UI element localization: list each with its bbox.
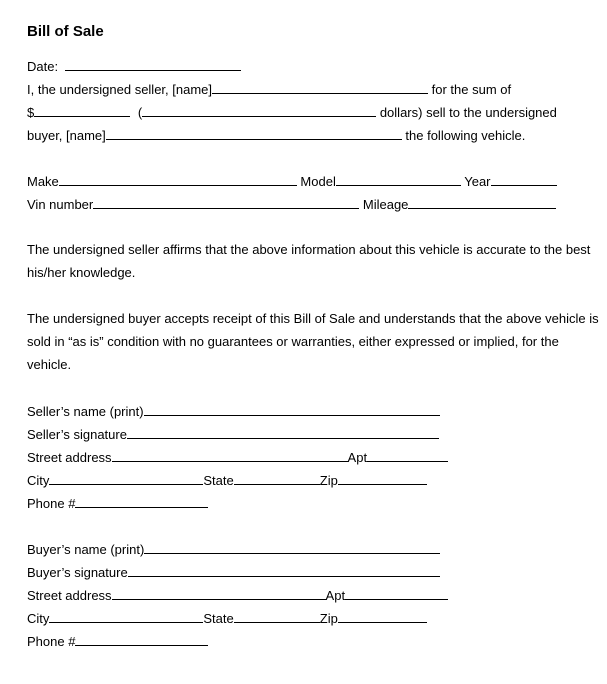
buyer-name-print-row (27, 538, 440, 558)
buyer-city-row (27, 607, 427, 627)
buyer-state-label: State (203, 611, 234, 626)
vin-label: Vin number (27, 197, 94, 212)
seller-apt-label: Apt (347, 450, 368, 465)
buyer-city-field[interactable] (49, 607, 203, 623)
seller-intro-row (27, 78, 511, 98)
buyer-street-row (27, 584, 448, 604)
mileage-field[interactable] (408, 193, 556, 209)
buyer-phone-field[interactable] (75, 630, 208, 646)
buyer-acceptance-paragraph: The undersigned buyer accepts receipt of this Bill of Sale and understands that the above vehicle is sold in “as is” condition with no guarantees or warranties, either expressed or implied, for the vehicle. (27, 311, 599, 372)
for-sum-label: for the sum of (431, 82, 512, 97)
seller-name-print-field[interactable] (144, 400, 440, 416)
buyer-city-label: City (27, 611, 50, 626)
buyer-signature-label: Buyer’s signature (27, 565, 128, 580)
amount-words-field[interactable] (142, 101, 376, 117)
buyer-name-print-field[interactable] (144, 538, 440, 554)
seller-street-label: Street address (27, 450, 112, 465)
amount-numeric-field[interactable] (34, 101, 130, 117)
seller-zip-field[interactable] (338, 469, 427, 485)
open-paren: ( (137, 105, 143, 120)
seller-intro-label: I, the undersigned seller, [name] (27, 82, 213, 97)
year-field[interactable] (491, 170, 557, 186)
seller-phone-label: Phone # (27, 496, 76, 511)
seller-phone-field[interactable] (75, 492, 208, 508)
date-field[interactable] (65, 55, 241, 71)
following-vehicle-label: the following vehicle. (405, 128, 526, 143)
buyer-phone-label: Phone # (27, 634, 76, 649)
seller-zip-label: Zip (319, 473, 338, 488)
seller-city-field[interactable] (49, 469, 203, 485)
buyer-intro-label: buyer, [name] (27, 128, 106, 143)
seller-city-label: City (27, 473, 50, 488)
seller-name-print-row (27, 400, 440, 420)
seller-signature-field[interactable] (127, 423, 439, 439)
document-title: Bill of Sale (27, 23, 104, 40)
buyer-state-field[interactable] (234, 607, 320, 623)
seller-state-label: State (203, 473, 234, 488)
seller-phone-row (27, 492, 208, 512)
buyer-street-field[interactable] (112, 584, 326, 600)
buyer-street-label: Street address (27, 588, 112, 603)
vehicle-make-row (27, 170, 557, 190)
seller-apt-field[interactable] (367, 446, 448, 462)
buyer-name-print-label: Buyer’s name (print) (27, 542, 145, 557)
seller-name-print-label: Seller’s name (print) (27, 404, 144, 419)
year-label: Year (464, 174, 491, 189)
amount-row (27, 101, 557, 121)
buyer-phone-row (27, 630, 208, 650)
seller-street-field[interactable] (112, 446, 348, 462)
buyer-apt-field[interactable] (345, 584, 448, 600)
mileage-label: Mileage (362, 197, 409, 212)
dollar-sign: $ (27, 105, 35, 120)
make-field[interactable] (59, 170, 297, 186)
seller-state-field[interactable] (234, 469, 320, 485)
make-label: Make (27, 174, 59, 189)
seller-signature-row (27, 423, 439, 443)
seller-affirmation-paragraph: The undersigned seller affirms that the above information about this vehicle is accurate to the best his/her knowledge. (27, 242, 591, 280)
seller-street-row (27, 446, 448, 466)
seller-signature-label: Seller’s signature (27, 427, 127, 442)
buyer-name-field[interactable] (106, 124, 402, 140)
model-label: Model (300, 174, 336, 189)
vin-field[interactable] (93, 193, 359, 209)
buyer-intro-row (27, 124, 525, 144)
seller-name-field[interactable] (212, 78, 428, 94)
buyer-zip-label: Zip (319, 611, 338, 626)
model-field[interactable] (336, 170, 461, 186)
vehicle-vin-row (27, 193, 556, 213)
buyer-apt-label: Apt (325, 588, 346, 603)
buyer-signature-field[interactable] (128, 561, 440, 577)
date-row (27, 55, 241, 75)
buyer-zip-field[interactable] (338, 607, 427, 623)
dollars-sell-label: dollars) sell to the undersigned (379, 105, 557, 120)
seller-city-row (27, 469, 427, 489)
buyer-signature-row (27, 561, 440, 581)
date-label: Date: (27, 59, 59, 74)
